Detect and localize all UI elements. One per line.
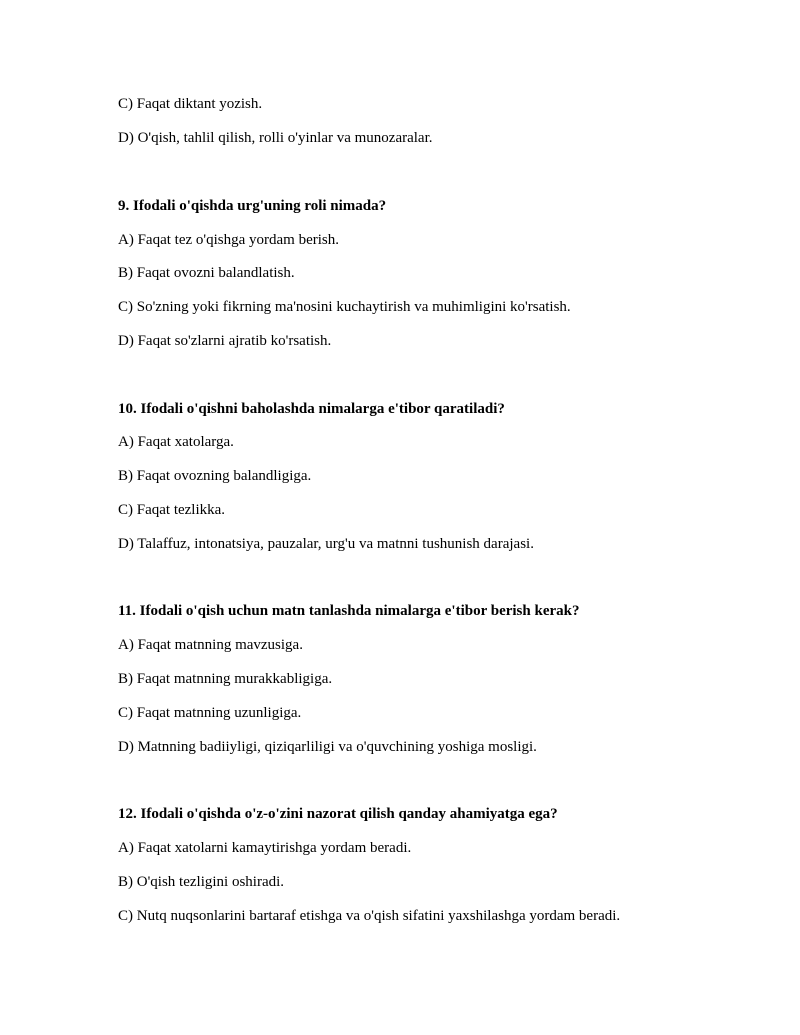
option-d: D) Faqat so'zlarni ajratib ko'rsatish. [118,333,332,349]
question-11: 11. Ifodali o'qish uchun matn tanlashda nimalarga e'tibor berish kerak? [118,603,580,619]
option-c: C) So'zning yoki fikrning ma'nosini kuchaytirish va muhimligini ko'rsatish. [118,299,571,315]
option-b: B) Faqat ovozni balandlatish. [118,265,295,281]
option-a: A) Faqat matnning mavzusiga. [118,637,303,653]
option-b: B) O'qish tezligini oshiradi. [118,874,285,890]
option-c: C) Faqat tezlikka. [118,502,226,518]
option-c: C) Nutq nuqsonlarini bartaraf etishga va o'qish sifatini yaxshilashga yordam beradi. [118,908,621,924]
question-12: 12. Ifodali o'qishda o'z-o'zini nazorat qilish qanday ahamiyatga ega? [118,806,558,822]
option-c: C) Faqat matnning uzunligiga. [118,705,302,721]
option-d: D) O'qish, tahlil qilish, rolli o'yinlar va munozaralar. [118,130,433,146]
option-d: D) Talaffuz, intonatsiya, pauzalar, urg'u va matnni tushunish darajasi. [118,536,534,552]
question-10: 10. Ifodali o'qishni baholashda nimalarga e'tibor qaratiladi? [118,401,505,417]
option-d: D) Matnning badiiyligi, qiziqarliligi va o'quvchining yoshiga mosligi. [118,739,537,755]
option-b: B) Faqat matnning murakkabligiga. [118,671,333,687]
question-9: 9. Ifodali o'qishda urg'uning roli nimada? [118,198,387,214]
option-c: C) Faqat diktant yozish. [118,96,263,112]
option-a: A) Faqat xatolarni kamaytirishga yordam beradi. [118,840,412,856]
option-b: B) Faqat ovozning balandligiga. [118,468,312,484]
option-a: A) Faqat xatolarga. [118,434,234,450]
option-a: A) Faqat tez o'qishga yordam berish. [118,232,339,248]
